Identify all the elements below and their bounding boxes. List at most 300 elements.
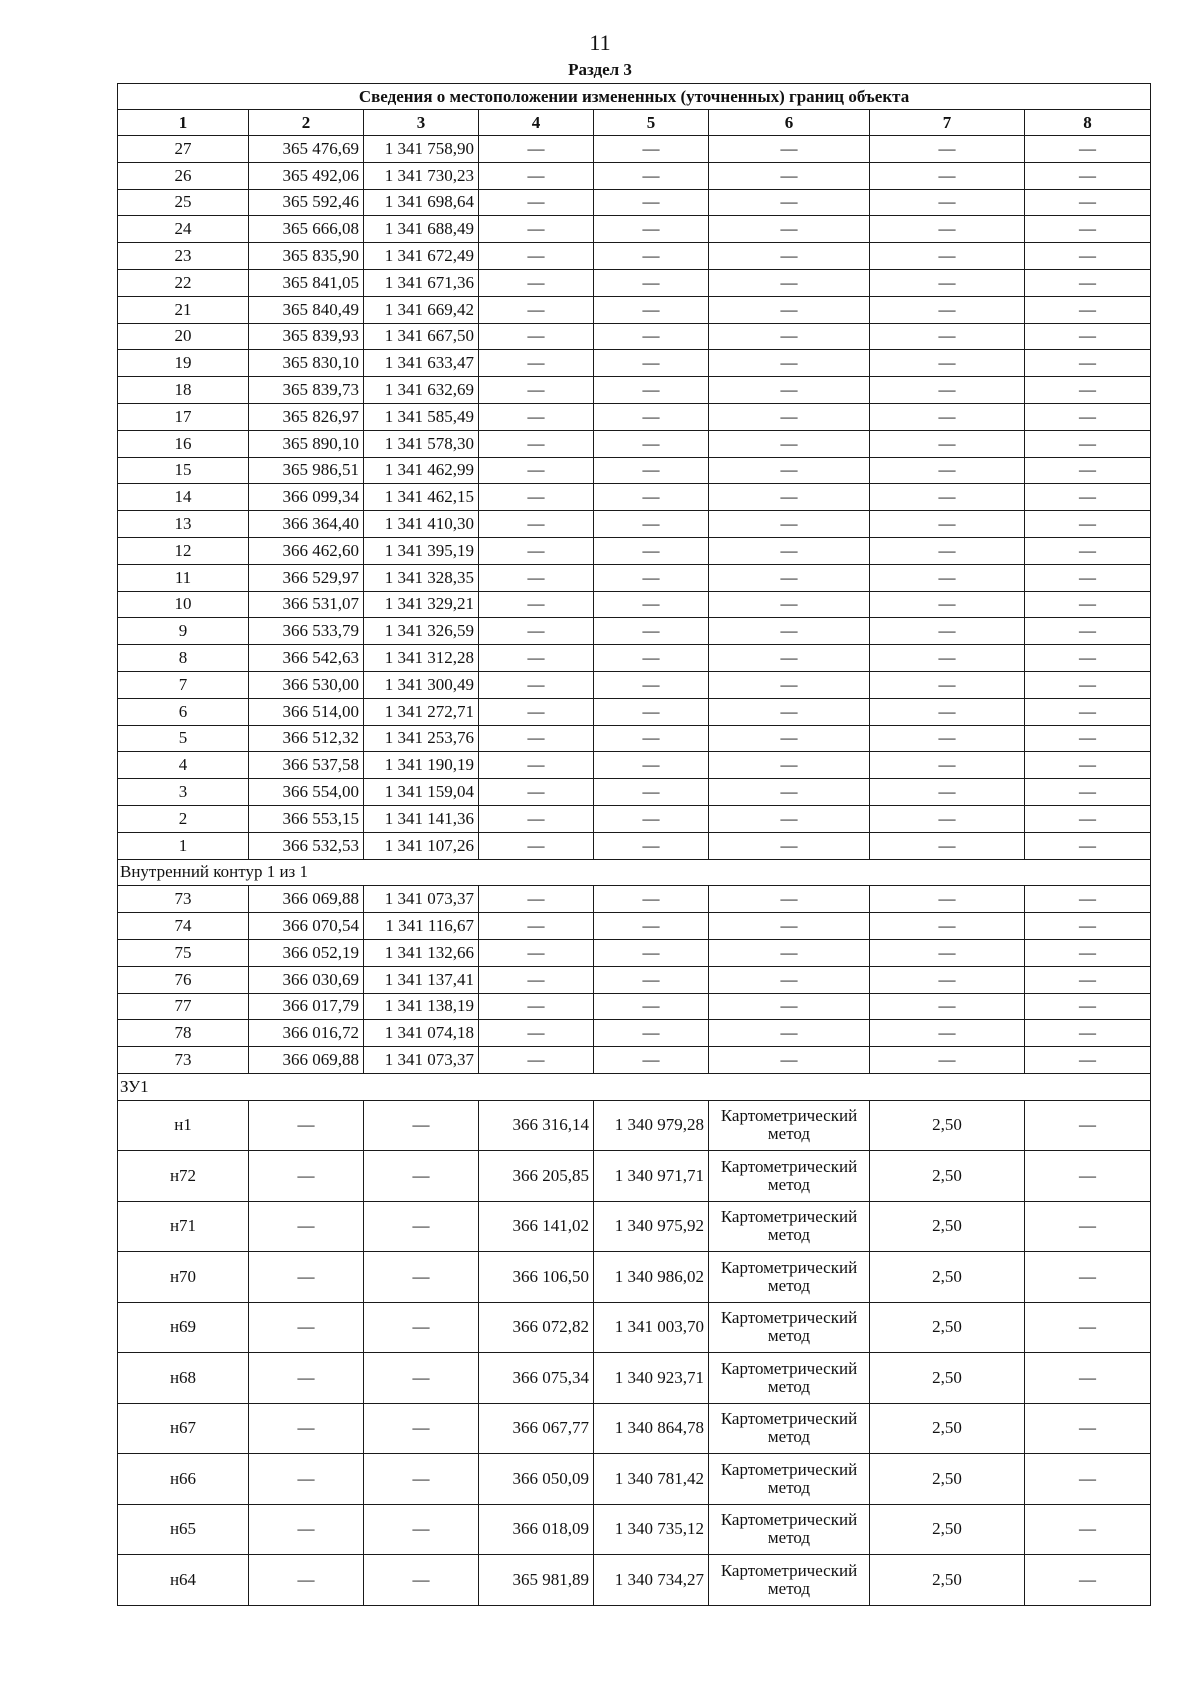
coordinate-cell: 1 341 671,36 bbox=[364, 269, 479, 296]
table-cell: — bbox=[709, 752, 870, 779]
table-cell: — bbox=[479, 350, 594, 377]
table-cell: — bbox=[870, 457, 1025, 484]
table-cell: — bbox=[870, 162, 1025, 189]
table-cell: — bbox=[594, 537, 709, 564]
point-id-cell: 16 bbox=[118, 430, 249, 457]
table-cell: — bbox=[709, 537, 870, 564]
coordinate-cell: 1 341 462,99 bbox=[364, 457, 479, 484]
table-cell: — bbox=[1025, 832, 1151, 859]
table-cell: — bbox=[479, 805, 594, 832]
table-cell: — bbox=[709, 377, 870, 404]
table-cell: — bbox=[709, 564, 870, 591]
table-cell: — bbox=[1025, 136, 1151, 163]
table-cell: — bbox=[709, 591, 870, 618]
table-row bbox=[118, 671, 1151, 698]
table-cell: — bbox=[1025, 1353, 1151, 1404]
table-cell: — bbox=[594, 1047, 709, 1074]
table-cell: — bbox=[479, 537, 594, 564]
coordinate-cell: 366 537,58 bbox=[249, 752, 364, 779]
coordinate-cell: 366 462,60 bbox=[249, 537, 364, 564]
column-header: 7 bbox=[870, 110, 1025, 136]
table-cell: — bbox=[709, 216, 870, 243]
accuracy-cell: 2,50 bbox=[870, 1151, 1025, 1202]
point-id-cell: 17 bbox=[118, 403, 249, 430]
table-row bbox=[118, 1020, 1151, 1047]
table-cell: — bbox=[364, 1454, 479, 1505]
point-id-cell: 20 bbox=[118, 323, 249, 350]
table-cell: — bbox=[594, 752, 709, 779]
point-id-cell: 13 bbox=[118, 511, 249, 538]
column-header: 4 bbox=[479, 110, 594, 136]
table-cell: — bbox=[870, 1020, 1025, 1047]
coordinate-cell: 1 341 758,90 bbox=[364, 136, 479, 163]
table-cell: — bbox=[594, 1020, 709, 1047]
table-cell: — bbox=[1025, 564, 1151, 591]
table-cell: — bbox=[594, 698, 709, 725]
point-id-cell: н70 bbox=[118, 1252, 249, 1303]
column-header-row bbox=[118, 110, 1151, 136]
coordinate-cell: 1 341 312,28 bbox=[364, 645, 479, 672]
coordinate-cell: 365 986,51 bbox=[249, 457, 364, 484]
table-row bbox=[118, 1151, 1151, 1202]
coordinate-cell: 365 830,10 bbox=[249, 350, 364, 377]
table-cell: — bbox=[1025, 323, 1151, 350]
table-cell: — bbox=[1025, 725, 1151, 752]
table-cell: — bbox=[594, 243, 709, 270]
point-id-cell: 8 bbox=[118, 645, 249, 672]
coordinate-cell: 365 592,46 bbox=[249, 189, 364, 216]
table-cell: — bbox=[870, 698, 1025, 725]
table-cell: — bbox=[479, 725, 594, 752]
accuracy-cell: 2,50 bbox=[870, 1555, 1025, 1606]
table-cell: — bbox=[870, 591, 1025, 618]
table-row bbox=[118, 591, 1151, 618]
table-cell: — bbox=[479, 1047, 594, 1074]
point-id-cell: н1 bbox=[118, 1100, 249, 1151]
coordinate-cell: 1 341 138,19 bbox=[364, 993, 479, 1020]
coordinate-cell: 1 341 074,18 bbox=[364, 1020, 479, 1047]
table-row bbox=[118, 1403, 1151, 1454]
column-header: 2 bbox=[249, 110, 364, 136]
table-row bbox=[118, 296, 1151, 323]
table-cell: — bbox=[479, 966, 594, 993]
accuracy-cell: 2,50 bbox=[870, 1454, 1025, 1505]
point-id-cell: н69 bbox=[118, 1302, 249, 1353]
accuracy-cell: 2,50 bbox=[870, 1201, 1025, 1252]
table-cell: — bbox=[1025, 752, 1151, 779]
coordinate-cell: 1 341 116,67 bbox=[364, 913, 479, 940]
table-cell: — bbox=[870, 779, 1025, 806]
table-cell: — bbox=[870, 966, 1025, 993]
coordinate-cell: 1 340 734,27 bbox=[594, 1555, 709, 1606]
coordinate-cell: 366 205,85 bbox=[479, 1151, 594, 1202]
coordinate-cell: 1 341 328,35 bbox=[364, 564, 479, 591]
method-cell: Картометрический метод bbox=[709, 1151, 870, 1202]
point-id-cell: н71 bbox=[118, 1201, 249, 1252]
table-cell: — bbox=[709, 832, 870, 859]
coordinate-cell: 366 050,09 bbox=[479, 1454, 594, 1505]
coordinate-cell: 1 341 132,66 bbox=[364, 939, 479, 966]
method-cell: Картометрический метод bbox=[709, 1353, 870, 1404]
table-cell: — bbox=[594, 993, 709, 1020]
coordinate-cell: 1 341 329,21 bbox=[364, 591, 479, 618]
table-cell: — bbox=[594, 779, 709, 806]
table-cell: — bbox=[594, 913, 709, 940]
coordinate-cell: 366 532,53 bbox=[249, 832, 364, 859]
table-cell: — bbox=[594, 430, 709, 457]
coordinate-cell: 365 476,69 bbox=[249, 136, 364, 163]
table-cell: — bbox=[479, 484, 594, 511]
coordinate-cell: 1 341 672,49 bbox=[364, 243, 479, 270]
table-cell: — bbox=[870, 323, 1025, 350]
table-cell: — bbox=[364, 1353, 479, 1404]
table-cell: — bbox=[1025, 430, 1151, 457]
point-id-cell: 7 bbox=[118, 671, 249, 698]
table-cell: — bbox=[479, 886, 594, 913]
coordinate-cell: 1 341 395,19 bbox=[364, 537, 479, 564]
table-cell: — bbox=[1025, 189, 1151, 216]
table-cell: — bbox=[479, 1020, 594, 1047]
table-cell: — bbox=[594, 939, 709, 966]
coordinate-cell: 365 835,90 bbox=[249, 243, 364, 270]
table-row bbox=[118, 1252, 1151, 1303]
coordinate-cell: 366 017,79 bbox=[249, 993, 364, 1020]
table-cell: — bbox=[364, 1302, 479, 1353]
table-cell: — bbox=[1025, 511, 1151, 538]
point-id-cell: 24 bbox=[118, 216, 249, 243]
table-row bbox=[118, 725, 1151, 752]
table-cell: — bbox=[1025, 1252, 1151, 1303]
table-cell: — bbox=[1025, 1100, 1151, 1151]
coordinate-cell: 1 340 975,92 bbox=[594, 1201, 709, 1252]
coordinate-cell: 365 890,10 bbox=[249, 430, 364, 457]
table-caption: Сведения о местоположении измененных (уточненных) границ объекта bbox=[118, 84, 1151, 110]
coordinate-cell: 365 839,93 bbox=[249, 323, 364, 350]
table-cell: — bbox=[709, 323, 870, 350]
point-id-cell: 22 bbox=[118, 269, 249, 296]
table-cell: — bbox=[709, 913, 870, 940]
table-cell: — bbox=[709, 457, 870, 484]
table-cell: — bbox=[1025, 1504, 1151, 1555]
land-plot-label-row bbox=[118, 1073, 1151, 1100]
table-cell: — bbox=[479, 564, 594, 591]
table-caption-row bbox=[118, 84, 1151, 110]
table-cell: — bbox=[479, 671, 594, 698]
table-cell: — bbox=[870, 136, 1025, 163]
table-cell: — bbox=[870, 805, 1025, 832]
point-id-cell: 9 bbox=[118, 618, 249, 645]
table-cell: — bbox=[870, 725, 1025, 752]
table-cell: — bbox=[709, 1047, 870, 1074]
table-cell: — bbox=[249, 1555, 364, 1606]
table-cell: — bbox=[594, 350, 709, 377]
point-id-cell: 78 bbox=[118, 1020, 249, 1047]
point-id-cell: 11 bbox=[118, 564, 249, 591]
table-cell: — bbox=[594, 136, 709, 163]
coordinate-cell: 366 542,63 bbox=[249, 645, 364, 672]
coordinate-cell: 366 069,88 bbox=[249, 886, 364, 913]
table-row bbox=[118, 323, 1151, 350]
table-cell: — bbox=[479, 645, 594, 672]
table-row bbox=[118, 457, 1151, 484]
point-id-cell: 27 bbox=[118, 136, 249, 163]
table-cell: — bbox=[479, 216, 594, 243]
table-cell: — bbox=[249, 1504, 364, 1555]
table-row bbox=[118, 537, 1151, 564]
table-row bbox=[118, 377, 1151, 404]
table-cell: — bbox=[479, 913, 594, 940]
table-cell: — bbox=[870, 484, 1025, 511]
accuracy-cell: 2,50 bbox=[870, 1252, 1025, 1303]
table-cell: — bbox=[709, 296, 870, 323]
point-id-cell: 75 bbox=[118, 939, 249, 966]
table-cell: — bbox=[870, 216, 1025, 243]
table-cell: — bbox=[1025, 216, 1151, 243]
table-cell: — bbox=[870, 939, 1025, 966]
point-id-cell: 4 bbox=[118, 752, 249, 779]
table-row bbox=[118, 162, 1151, 189]
table-cell: — bbox=[594, 966, 709, 993]
table-cell: — bbox=[870, 511, 1025, 538]
coordinate-cell: 1 341 003,70 bbox=[594, 1302, 709, 1353]
method-cell: Картометрический метод bbox=[709, 1504, 870, 1555]
table-row bbox=[118, 1454, 1151, 1505]
table-cell: — bbox=[1025, 1454, 1151, 1505]
point-id-cell: 19 bbox=[118, 350, 249, 377]
coordinate-cell: 1 341 073,37 bbox=[364, 1047, 479, 1074]
table-cell: — bbox=[479, 752, 594, 779]
table-cell: — bbox=[1025, 243, 1151, 270]
table-cell: — bbox=[479, 243, 594, 270]
coordinate-cell: 1 340 971,71 bbox=[594, 1151, 709, 1202]
table-cell: — bbox=[364, 1555, 479, 1606]
table-row bbox=[118, 1353, 1151, 1404]
table-cell: — bbox=[1025, 913, 1151, 940]
table-cell: — bbox=[870, 832, 1025, 859]
column-header: 1 bbox=[118, 110, 249, 136]
coordinate-cell: 366 553,15 bbox=[249, 805, 364, 832]
coordinate-cell: 366 099,34 bbox=[249, 484, 364, 511]
table-cell: — bbox=[709, 966, 870, 993]
table-cell: — bbox=[709, 430, 870, 457]
coordinate-cell: 1 341 632,69 bbox=[364, 377, 479, 404]
table-cell: — bbox=[1025, 939, 1151, 966]
coordinate-cell: 365 826,97 bbox=[249, 403, 364, 430]
table-row bbox=[118, 243, 1151, 270]
table-cell: — bbox=[594, 725, 709, 752]
table-cell: — bbox=[709, 939, 870, 966]
accuracy-cell: 2,50 bbox=[870, 1302, 1025, 1353]
point-id-cell: 10 bbox=[118, 591, 249, 618]
table-row bbox=[118, 1555, 1151, 1606]
table-row bbox=[118, 189, 1151, 216]
table-cell: — bbox=[709, 1020, 870, 1047]
coordinate-cell: 1 341 633,47 bbox=[364, 350, 479, 377]
table-cell: — bbox=[709, 725, 870, 752]
table-row bbox=[118, 618, 1151, 645]
table-cell: — bbox=[870, 243, 1025, 270]
table-cell: — bbox=[1025, 886, 1151, 913]
coordinate-cell: 1 341 698,64 bbox=[364, 189, 479, 216]
table-row bbox=[118, 216, 1151, 243]
point-id-cell: 21 bbox=[118, 296, 249, 323]
coordinate-cell: 366 141,02 bbox=[479, 1201, 594, 1252]
table-cell: — bbox=[870, 671, 1025, 698]
table-cell: — bbox=[870, 913, 1025, 940]
column-header: 3 bbox=[364, 110, 479, 136]
coordinate-cell: 365 840,49 bbox=[249, 296, 364, 323]
table-cell: — bbox=[479, 457, 594, 484]
method-cell: Картометрический метод bbox=[709, 1454, 870, 1505]
coordinate-cell: 1 341 585,49 bbox=[364, 403, 479, 430]
table-cell: — bbox=[594, 323, 709, 350]
table-cell: — bbox=[1025, 1302, 1151, 1353]
table-row bbox=[118, 939, 1151, 966]
table-cell: — bbox=[364, 1252, 479, 1303]
table-row bbox=[118, 564, 1151, 591]
table-cell: — bbox=[870, 350, 1025, 377]
table-cell: — bbox=[1025, 671, 1151, 698]
coordinate-cell: 366 512,32 bbox=[249, 725, 364, 752]
table-cell: — bbox=[479, 618, 594, 645]
table-cell: — bbox=[594, 377, 709, 404]
coordinate-cell: 1 340 923,71 bbox=[594, 1353, 709, 1404]
coordinate-cell: 366 016,72 bbox=[249, 1020, 364, 1047]
table-cell: — bbox=[709, 886, 870, 913]
table-row bbox=[118, 993, 1151, 1020]
method-cell: Картометрический метод bbox=[709, 1252, 870, 1303]
column-header: 5 bbox=[594, 110, 709, 136]
table-cell: — bbox=[594, 162, 709, 189]
coordinate-cell: 366 533,79 bbox=[249, 618, 364, 645]
coordinate-cell: 1 341 137,41 bbox=[364, 966, 479, 993]
column-header: 8 bbox=[1025, 110, 1151, 136]
method-cell: Картометрический метод bbox=[709, 1201, 870, 1252]
table-row bbox=[118, 430, 1151, 457]
coordinate-cell: 1 341 073,37 bbox=[364, 886, 479, 913]
point-id-cell: 74 bbox=[118, 913, 249, 940]
table-cell: — bbox=[1025, 1151, 1151, 1202]
table-cell: — bbox=[709, 243, 870, 270]
table-row bbox=[118, 913, 1151, 940]
point-id-cell: н64 bbox=[118, 1555, 249, 1606]
table-cell: — bbox=[479, 377, 594, 404]
table-cell: — bbox=[709, 511, 870, 538]
coordinate-cell: 365 839,73 bbox=[249, 377, 364, 404]
coordinate-cell: 366 530,00 bbox=[249, 671, 364, 698]
table-cell: — bbox=[1025, 403, 1151, 430]
coordinate-cell: 1 340 735,12 bbox=[594, 1504, 709, 1555]
coordinate-cell: 366 316,14 bbox=[479, 1100, 594, 1151]
point-id-cell: 18 bbox=[118, 377, 249, 404]
coordinate-cell: 1 341 410,30 bbox=[364, 511, 479, 538]
coordinate-cell: 1 341 300,49 bbox=[364, 671, 479, 698]
table-cell: — bbox=[1025, 537, 1151, 564]
table-cell: — bbox=[1025, 1020, 1151, 1047]
table-row bbox=[118, 484, 1151, 511]
table-cell: — bbox=[1025, 993, 1151, 1020]
table-cell: — bbox=[594, 618, 709, 645]
inner-contour-label-row bbox=[118, 859, 1151, 886]
point-id-cell: 73 bbox=[118, 886, 249, 913]
point-id-cell: 2 bbox=[118, 805, 249, 832]
table-row bbox=[118, 269, 1151, 296]
table-cell: — bbox=[870, 189, 1025, 216]
table-cell: — bbox=[870, 886, 1025, 913]
point-id-cell: 12 bbox=[118, 537, 249, 564]
table-cell: — bbox=[870, 296, 1025, 323]
table-cell: — bbox=[479, 511, 594, 538]
table-row bbox=[118, 645, 1151, 672]
table-cell: — bbox=[594, 645, 709, 672]
table-row bbox=[118, 1201, 1151, 1252]
coordinate-cell: 365 981,89 bbox=[479, 1555, 594, 1606]
coordinate-cell: 365 841,05 bbox=[249, 269, 364, 296]
table-row bbox=[118, 779, 1151, 806]
table-cell: — bbox=[249, 1151, 364, 1202]
coordinate-cell: 366 072,82 bbox=[479, 1302, 594, 1353]
table-cell: — bbox=[1025, 484, 1151, 511]
table-cell: — bbox=[594, 269, 709, 296]
page-number: 11 bbox=[589, 30, 611, 55]
table-row bbox=[118, 1302, 1151, 1353]
table-cell: — bbox=[870, 377, 1025, 404]
coordinate-cell: 366 529,97 bbox=[249, 564, 364, 591]
table-cell: — bbox=[709, 403, 870, 430]
point-id-cell: 73 bbox=[118, 1047, 249, 1074]
coordinate-cell: 1 340 979,28 bbox=[594, 1100, 709, 1151]
table-cell: — bbox=[479, 323, 594, 350]
coordinate-cell: 366 514,00 bbox=[249, 698, 364, 725]
coordinate-cell: 1 341 272,71 bbox=[364, 698, 479, 725]
table-cell: — bbox=[709, 350, 870, 377]
table-cell: — bbox=[1025, 296, 1151, 323]
table-cell: — bbox=[1025, 377, 1151, 404]
point-id-cell: 6 bbox=[118, 698, 249, 725]
coordinate-cell: 366 531,07 bbox=[249, 591, 364, 618]
coordinate-cell: 1 341 669,42 bbox=[364, 296, 479, 323]
boundary-table bbox=[117, 83, 1151, 1606]
coordinate-cell: 1 341 462,15 bbox=[364, 484, 479, 511]
table-cell: — bbox=[594, 296, 709, 323]
table-cell: — bbox=[594, 805, 709, 832]
table-cell: — bbox=[1025, 269, 1151, 296]
table-cell: — bbox=[1025, 162, 1151, 189]
table-cell: — bbox=[594, 511, 709, 538]
coordinate-cell: 1 341 667,50 bbox=[364, 323, 479, 350]
coordinate-cell: 1 341 159,04 bbox=[364, 779, 479, 806]
table-cell: — bbox=[870, 403, 1025, 430]
table-cell: — bbox=[1025, 591, 1151, 618]
table-cell: — bbox=[1025, 698, 1151, 725]
table-row bbox=[118, 805, 1151, 832]
coordinate-cell: 366 069,88 bbox=[249, 1047, 364, 1074]
table-cell: — bbox=[1025, 1201, 1151, 1252]
table-row bbox=[118, 1504, 1151, 1555]
point-id-cell: 15 bbox=[118, 457, 249, 484]
table-cell: — bbox=[594, 564, 709, 591]
table-cell: — bbox=[249, 1201, 364, 1252]
table-cell: — bbox=[870, 537, 1025, 564]
table-cell: — bbox=[364, 1504, 479, 1555]
point-id-cell: н67 bbox=[118, 1403, 249, 1454]
point-id-cell: н72 bbox=[118, 1151, 249, 1202]
table-cell: — bbox=[1025, 618, 1151, 645]
table-cell: — bbox=[709, 698, 870, 725]
accuracy-cell: 2,50 bbox=[870, 1403, 1025, 1454]
point-id-cell: 14 bbox=[118, 484, 249, 511]
accuracy-cell: 2,50 bbox=[870, 1100, 1025, 1151]
